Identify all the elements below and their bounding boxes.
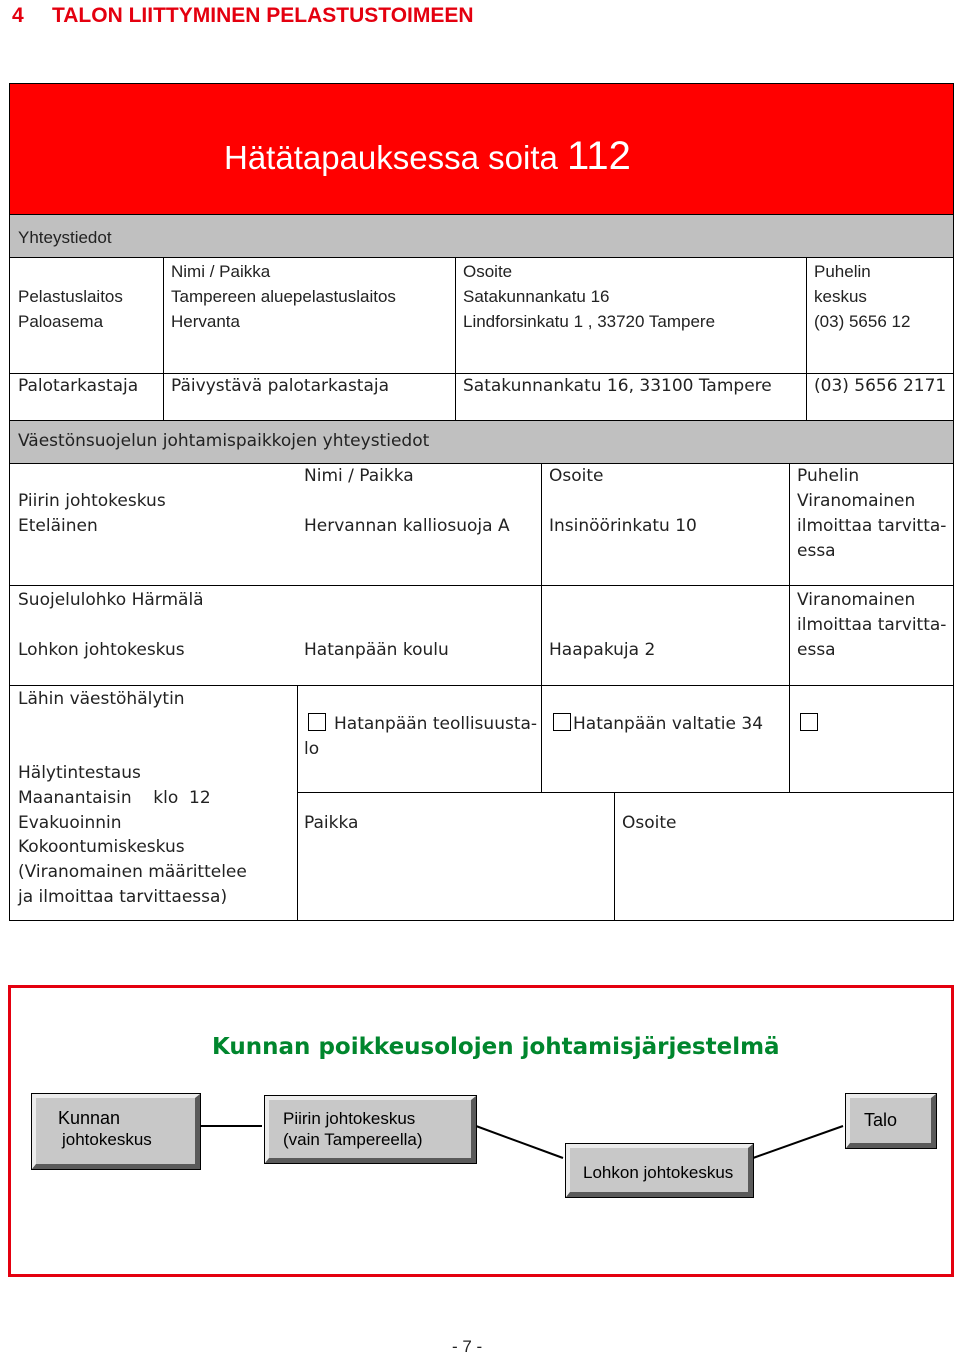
siren-option-3-checkbox[interactable]	[800, 713, 818, 731]
district-phone-1: Viranomainen	[797, 491, 916, 511]
box-house	[846, 1094, 936, 1148]
arrow-3-4	[753, 1126, 843, 1158]
contacts-col-name: Nimi / Paikka	[171, 262, 271, 281]
emergency-text	[224, 134, 631, 179]
district-label-2: Eteläinen	[18, 516, 98, 536]
box-district-line-1: Piirin johtokeskus	[283, 1109, 416, 1128]
block-label-1: Suojelulohko Härmälä	[18, 590, 204, 610]
contacts-col-address: Osoite	[463, 262, 513, 281]
inspector-address: Satakunnankatu 16, 33100 Tampere	[463, 376, 772, 396]
siren-option-1-b: lo	[304, 739, 320, 759]
emergency-label: Hätätapauksessa soita	[224, 139, 558, 176]
box-house-line-1: Talo	[864, 1110, 898, 1130]
arrow-2-3	[476, 1126, 563, 1158]
box-block-command	[566, 1144, 753, 1197]
rescue-address-1: Satakunnankatu 16	[463, 287, 610, 306]
block-label-2: Lohkon johtokeskus	[18, 640, 185, 660]
box-municipal-line-2: johtokeskus	[62, 1130, 152, 1149]
civil-heading: Väestönsuojelun johtamispaikkojen yhteystiedot	[18, 431, 430, 451]
district-phone-3: essa	[797, 541, 836, 561]
box-district-line-2: (vain Tampereella)	[283, 1130, 423, 1149]
block-address: Haapakuja 2	[549, 640, 656, 660]
siren-label-6: (Viranomainen määrittelee	[18, 862, 247, 882]
block-phone-3: essa	[797, 640, 836, 660]
civil-col-name: Nimi / Paikka	[304, 466, 414, 486]
contact-table	[9, 83, 954, 921]
siren-label-4: Evakuoinnin	[18, 813, 122, 833]
inspector-name: Päivystävä palotarkastaja	[171, 376, 390, 396]
contacts-col-phone: Puhelin	[814, 262, 871, 281]
siren-option-2-checkbox[interactable]	[553, 713, 571, 731]
district-phone-2: ilmoittaa tarvitta-	[797, 516, 947, 536]
civil-col-address: Osoite	[549, 466, 604, 486]
box-municipal-command	[32, 1094, 200, 1169]
rescue-phone-1: keskus	[814, 287, 867, 306]
diagram-title: Kunnan poikkeusolojen johtamisjärjestelmä	[212, 1034, 780, 1060]
rescue-name-1: Tampereen aluepelastuslaitos	[171, 287, 396, 306]
siren-label-5: Kokoontumiskeskus	[18, 837, 185, 857]
siren-label-1: Lähin väestöhälytin	[18, 689, 185, 709]
civil-col-phone: Puhelin	[797, 466, 860, 486]
section-title: TALON LIITTYMINEN PELASTUSTOIMEEN	[52, 4, 474, 27]
siren-option-2: Hatanpään valtatie 34	[573, 714, 764, 734]
siren-option-1-a: Hatanpään teollisuusta-	[334, 714, 538, 734]
page-number: - 7 -	[452, 1337, 483, 1356]
siren-label-3: Maanantaisin klo 12	[18, 788, 211, 808]
emergency-number: 112	[567, 134, 631, 178]
siren-label-7: ja ilmoittaa tarvittaessa)	[18, 887, 228, 907]
contacts-heading: Yhteystiedot	[18, 228, 112, 247]
evac-address-label: Osoite	[622, 813, 677, 833]
rescue-phone-2: (03) 5656 12	[814, 312, 911, 331]
block-name: Hatanpään koulu	[304, 640, 449, 660]
inspector-label: Palotarkastaja	[18, 376, 139, 396]
rescue-name-2: Hervanta	[171, 312, 240, 331]
box-district-command	[265, 1096, 476, 1163]
siren-option-1-checkbox[interactable]	[308, 713, 326, 731]
section-number: 4	[12, 4, 24, 27]
district-address: Insinöörinkatu 10	[549, 516, 697, 536]
siren-label-2: Hälytintestaus	[18, 763, 141, 783]
box-block-line-1: Lohkon johtokeskus	[583, 1163, 734, 1182]
contacts-header-bg	[10, 215, 953, 257]
evac-place-label: Paikka	[304, 813, 359, 833]
rescue-label-1: Pelastuslaitos	[18, 287, 123, 306]
block-phone-1: Viranomainen	[797, 590, 916, 610]
block-phone-2: ilmoittaa tarvitta-	[797, 615, 947, 635]
command-system-frame	[8, 985, 954, 1277]
box-municipal-line-1: Kunnan	[58, 1108, 121, 1128]
inspector-phone: (03) 5656 2171	[814, 376, 947, 396]
rescue-label-2: Paloasema	[18, 312, 104, 331]
district-name: Hervannan kalliosuoja A	[304, 516, 510, 536]
rescue-address-2: Lindforsinkatu 1 , 33720 Tampere	[463, 312, 716, 331]
district-label-1: Piirin johtokeskus	[18, 491, 166, 511]
